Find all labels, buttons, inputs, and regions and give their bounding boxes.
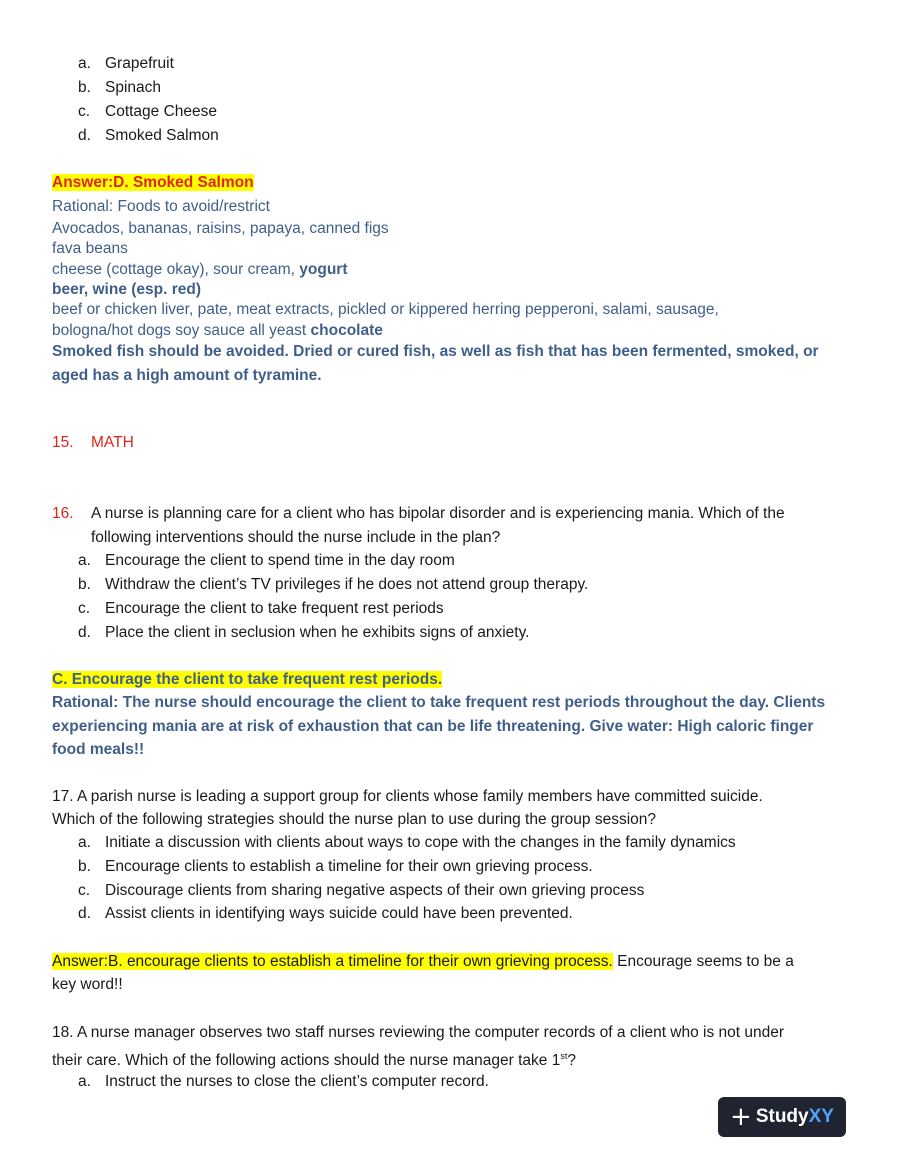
answer-q17-note: key word!! — [52, 976, 123, 993]
question-17-text: 17. A parish nurse is leading a support group for clients whose family members have committed suicide. — [52, 788, 763, 805]
rational-line: Smoked fish should be avoided. Dried or cured fish, as well as fish that has been fermented, smoked, or — [52, 343, 819, 360]
option-c: c. Cottage Cheese — [78, 103, 218, 120]
rational-line: beef or chicken liver, pate, meat extracts, pickled or kippered herring pepperoni, salami, sausage, — [52, 301, 719, 318]
studyxy-logo[interactable] — [718, 1097, 846, 1137]
rational-line: Rational: The nurse should encourage the client to take frequent rest periods throughout the day. Clients — [52, 694, 826, 711]
question-15-number: 15. — [52, 434, 74, 451]
question-18-text: their care. Which of the following actions should the nurse manager take 1st? — [52, 1051, 576, 1070]
option-c: c. Discourage clients from sharing negative aspects of their own grieving process — [78, 882, 645, 899]
option-b: b. Spinach — [78, 79, 162, 96]
option-d: d. Smoked Salmon — [78, 127, 219, 144]
option-d: d. Assist clients in identifying ways suicide could have been prevented. — [78, 905, 573, 922]
option-c: c. Encourage the client to take frequent rest periods — [78, 600, 444, 617]
question-17-text: Which of the following strategies should the nurse plan to use during the group session? — [52, 811, 657, 828]
rational-line: fava beans — [52, 240, 128, 257]
rational-line: aged has a high amount of tyramine. — [52, 367, 322, 384]
rational-line: cheese (cottage okay), sour cream, yogurt — [52, 261, 348, 278]
rational-line: Rational: Foods to avoid/restrict — [52, 198, 270, 215]
rational-line: Avocados, bananas, raisins, papaya, canned figs — [52, 220, 389, 237]
rational-line: experiencing mania are at risk of exhaustion that can be life threatening. Give water: High caloric finger — [52, 718, 814, 735]
rational-line: beer, wine (esp. red) — [52, 281, 202, 298]
question-16-number: 16. — [52, 505, 74, 522]
rational-line: food meals!! — [52, 741, 145, 758]
option-a: a. Initiate a discussion with clients about ways to cope with the changes in the family dynamics — [78, 834, 736, 851]
question-15-text: MATH — [91, 434, 134, 451]
option-a: a. Instruct the nurses to close the client’s computer record. — [78, 1073, 489, 1090]
question-18-text: 18. A nurse manager observes two staff nurses reviewing the computer records of a client who is not under — [52, 1024, 785, 1041]
plus-icon: + — [730, 1102, 752, 1132]
logo-text: StudyXY — [755, 1106, 834, 1127]
rational-line: bologna/hot dogs soy sauce all yeast chocolate — [52, 322, 383, 339]
question-16-text: A nurse is planning care for a client who has bipolar disorder and is experiencing mania. Which of the — [91, 505, 785, 522]
answer-q17: Answer:B. encourage clients to establish a timeline for their own grieving process. Encourage seems to be a — [52, 953, 794, 970]
option-d: d. Place the client in seclusion when he exhibits signs of anxiety. — [78, 624, 530, 641]
option-b: b. Withdraw the client’s TV privileges if he does not attend group therapy. — [78, 576, 589, 593]
option-a: a. Encourage the client to spend time in the day room — [78, 552, 455, 569]
answer-q14: Answer:D. Smoked Salmon — [52, 174, 254, 191]
question-16-text: following interventions should the nurse include in the plan? — [91, 529, 501, 546]
option-b: b. Encourage clients to establish a timeline for their own grieving process. — [78, 858, 593, 875]
answer-q16: C. Encourage the client to take frequent rest periods. — [52, 671, 443, 688]
option-a: a. Grapefruit — [78, 55, 174, 72]
